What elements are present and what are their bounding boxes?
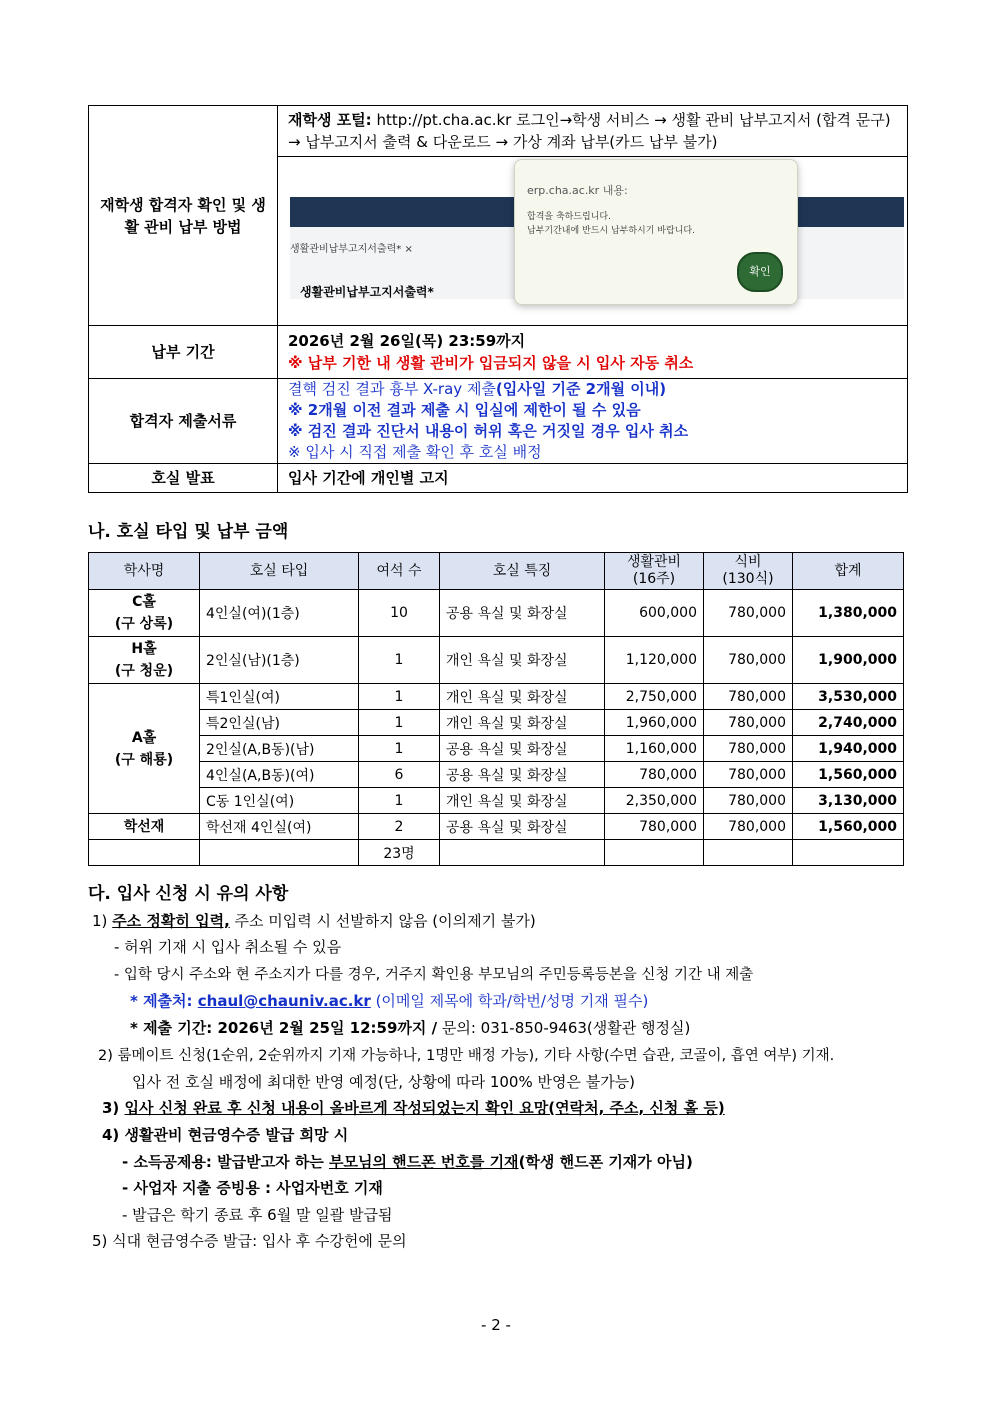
room-type: 2인실(A,B동)(남): [200, 736, 359, 762]
header-seats: 여석 수: [359, 553, 440, 590]
total-fee: 1,900,000: [793, 637, 904, 684]
feature: 개인 욕실 및 화장실: [440, 788, 605, 814]
hall-name: H홀 (구 청운): [89, 637, 200, 684]
submit-email-note: (이메일 제목에 학과/학번/성명 기재 필수): [370, 992, 649, 1010]
header-hall: 학사명: [89, 553, 200, 590]
total-row: [89, 840, 904, 866]
portal-screenshot: [278, 157, 908, 326]
seats: 1: [359, 684, 440, 710]
note-1-c: [130, 990, 648, 1011]
section-b-title: 나. 호실 타입 및 납부 금액: [88, 522, 289, 542]
empty-cell: [200, 840, 359, 866]
table-row: [89, 736, 904, 762]
feature: 공용 욕실 및 화장실: [440, 762, 605, 788]
header-room-type: 호실 타입: [200, 553, 359, 590]
empty-cell: [440, 840, 605, 866]
page-number: - 2 -: [481, 1316, 511, 1334]
dorm-fee: 600,000: [605, 590, 704, 637]
header-meal-fee: 식비 (130식): [704, 553, 793, 590]
seats: 6: [359, 762, 440, 788]
dorm-fee: 1,160,000: [605, 736, 704, 762]
portal-text: http://pt.cha.ac.kr 로그인→학생 서비스 → 생활 관비 납부고지서 (합격 문구) → 납부고지서 출력 & 다운로드 → 가상 계좌 납부(카드 납부 불가): [288, 111, 891, 151]
meal-fee: 780,000: [704, 637, 793, 684]
note-2-line-1: 2) 룸메이트 신청(1순위, 2순위까지 기재 가능하나, 1명만 배정 가능), 기타 사항(수면 습관, 코골이, 흡연 여부) 기재.: [98, 1048, 835, 1064]
dorm-fee: 1,960,000: [605, 710, 704, 736]
note-3-num: 3): [102, 1099, 120, 1117]
dialog-ok-button: 확인: [737, 252, 783, 292]
submit-email-link[interactable]: chaul@chauniv.ac.kr: [197, 992, 371, 1010]
note-4-b: - 사업자 지출 증빙용 : 사업자번호 기재: [122, 1179, 383, 1197]
header-total: 합계: [793, 553, 904, 590]
note-4-title: 4) 생활관비 현금영수증 발급 희망 시: [102, 1126, 349, 1144]
empty-cell: [704, 840, 793, 866]
table-row: [89, 788, 904, 814]
note-1-a: - 허위 기재 시 입사 취소될 수 있음: [114, 938, 342, 956]
note-4-a-pre: - 소득공제용: 발급받고자 하는: [122, 1153, 329, 1171]
dorm-fee: 2,350,000: [605, 788, 704, 814]
meal-fee: 780,000: [704, 814, 793, 840]
note-1-b: - 입학 당시 주소와 현 주소지가 다를 경우, 거주지 확인용 부모님의 주민등록등본을 신청 기간 내 제출: [114, 967, 754, 983]
section-c-title: 다. 입사 신청 시 유의 사항: [88, 884, 289, 904]
dorm-fee: 780,000: [605, 814, 704, 840]
total-fee: 1,560,000: [793, 762, 904, 788]
room-type: 4인실(A,B동)(여): [200, 762, 359, 788]
seats: 1: [359, 710, 440, 736]
hall-name: A홀 (구 해룡): [89, 684, 200, 814]
total-seats: 23명: [359, 840, 440, 866]
table-row: [89, 637, 904, 684]
meal-fee: 780,000: [704, 590, 793, 637]
table-row: [89, 762, 904, 788]
empty-cell: [793, 840, 904, 866]
payment-period-label: 납부 기간: [89, 326, 278, 379]
dorm-fee: 1,120,000: [605, 637, 704, 684]
submit-to-label: * 제출처:: [130, 992, 198, 1010]
documents-label: 합격자 제출서류: [89, 379, 278, 464]
feature: 공용 욕실 및 화장실: [440, 814, 605, 840]
documents-line-2: ※ 2개월 이전 결과 제출 시 입실에 제한이 될 수 있음: [288, 401, 641, 419]
dialog-line-2: 납부기간내에 반드시 납부하시기 바랍니다.: [527, 226, 695, 236]
meal-fee: 780,000: [704, 710, 793, 736]
room-type: 2인실(남)(1층): [200, 637, 359, 684]
empty-cell: [605, 840, 704, 866]
note-4-a: [122, 1151, 693, 1172]
seats: 2: [359, 814, 440, 840]
seats: 1: [359, 637, 440, 684]
total-fee: 1,380,000: [793, 590, 904, 637]
payment-deadline: 2026년 2월 26일(목) 23:59까지: [288, 332, 526, 350]
documents-line-3: ※ 검진 결과 진단서 내용이 허위 혹은 거짓일 경우 입사 취소: [288, 422, 689, 440]
fee-table-header: [89, 553, 904, 590]
note-5: 5) 식대 현금영수증 발급: 입사 후 수강헌에 문의: [92, 1232, 407, 1250]
seats: 1: [359, 736, 440, 762]
note-1-num: 1): [92, 912, 108, 930]
note-3-text: 입사 신청 완료 후 신청 내용이 올바르게 작성되었는지 확인 요망(연락처, 주소, 신청 홀 등): [124, 1099, 725, 1117]
room-type: 특1인실(여): [200, 684, 359, 710]
meal-fee: 780,000: [704, 762, 793, 788]
meal-fee: 780,000: [704, 788, 793, 814]
feature: 개인 욕실 및 화장실: [440, 637, 605, 684]
note-1-text: 주소 미입력 시 선발하지 않음 (이의제기 불가): [229, 912, 536, 930]
submit-period: * 제출 기간: 2026년 2월 25일 12:59까지 /: [130, 1019, 438, 1037]
total-fee: 3,530,000: [793, 684, 904, 710]
total-fee: 1,940,000: [793, 736, 904, 762]
total-fee: 1,560,000: [793, 814, 904, 840]
seats: 1: [359, 788, 440, 814]
portal-instructions: [278, 106, 908, 157]
header-feature: 호실 특징: [440, 553, 605, 590]
portal-label: 재학생 포털:: [288, 111, 372, 129]
note-4-c: - 발급은 학기 종료 후 6월 말 일괄 발급됨: [122, 1206, 393, 1224]
feature: 개인 욕실 및 화장실: [440, 710, 605, 736]
room-type: 특2인실(남): [200, 710, 359, 736]
table-row: [89, 590, 904, 637]
note-1-emphasis: 주소 정확히 입력,: [112, 912, 230, 930]
feature: 공용 욕실 및 화장실: [440, 736, 605, 762]
table-row: [89, 814, 904, 840]
documents-value: [278, 379, 908, 464]
note-1-d: [130, 1017, 690, 1038]
documents-line-1a: 결핵 검진 결과 흉부 X-ray 제출: [288, 380, 496, 398]
room-type: 4인실(여)(1층): [200, 590, 359, 637]
dialog-line-1: 합격을 축하드립니다.: [527, 212, 611, 222]
table-row: [89, 710, 904, 736]
fee-table: [88, 552, 904, 866]
dialog-message: [527, 210, 695, 238]
total-fee: 2,740,000: [793, 710, 904, 736]
hall-name: C홀 (구 상록): [89, 590, 200, 637]
contact-info: 문의: 031-850-9463(생활관 행정실): [437, 1019, 691, 1037]
room-announce-label: 호실 발표: [89, 464, 278, 493]
feature: 공용 욕실 및 화장실: [440, 590, 605, 637]
total-fee: 3,130,000: [793, 788, 904, 814]
admission-info-table: [88, 105, 908, 493]
payment-warning: ※ 납부 기한 내 생활 관비가 입금되지 않을 시 입사 자동 취소: [288, 354, 694, 372]
dialog-title: erp.cha.ac.kr 내용:: [527, 184, 628, 197]
note-4-a-post: (학생 핸드폰 기재가 아님): [518, 1153, 693, 1171]
meal-fee: 780,000: [704, 684, 793, 710]
note-1: [92, 910, 536, 931]
hall-name: 학선재: [89, 814, 200, 840]
documents-line-1b: (입사일 기준 2개월 이내): [495, 380, 667, 398]
screenshot-tab: 생활관비납부고지서출력* ×: [290, 244, 413, 255]
empty-cell: [89, 840, 200, 866]
note-3: [102, 1097, 725, 1118]
documents-line-4: ※ 입사 시 직접 제출 확인 후 호실 배정: [288, 443, 542, 461]
table-row: [89, 684, 904, 710]
room-announce-value: 입사 기간에 개인별 고지: [278, 464, 908, 493]
meal-fee: 780,000: [704, 736, 793, 762]
payment-method-label: 재학생 합격자 확인 및 생활 관비 납부 방법: [89, 106, 278, 326]
header-dorm-fee: 생활관비 (16주): [605, 553, 704, 590]
feature: 개인 욕실 및 화장실: [440, 684, 605, 710]
note-2-line-2: 입사 전 호실 배정에 최대한 반영 예정(단, 상황에 따라 100% 반영은 불가능): [132, 1073, 636, 1091]
seats: 10: [359, 590, 440, 637]
room-type: 학선재 4인실(여): [200, 814, 359, 840]
screenshot-dialog: [514, 159, 798, 305]
note-4-a-emphasis: 부모님의 핸드폰 번호를 기재: [329, 1153, 519, 1171]
dorm-fee: 780,000: [605, 762, 704, 788]
payment-period-value: [278, 326, 908, 379]
room-type: C동 1인실(여): [200, 788, 359, 814]
screenshot-page-title: 생활관비납부고지서출력*: [300, 285, 434, 299]
dorm-fee: 2,750,000: [605, 684, 704, 710]
